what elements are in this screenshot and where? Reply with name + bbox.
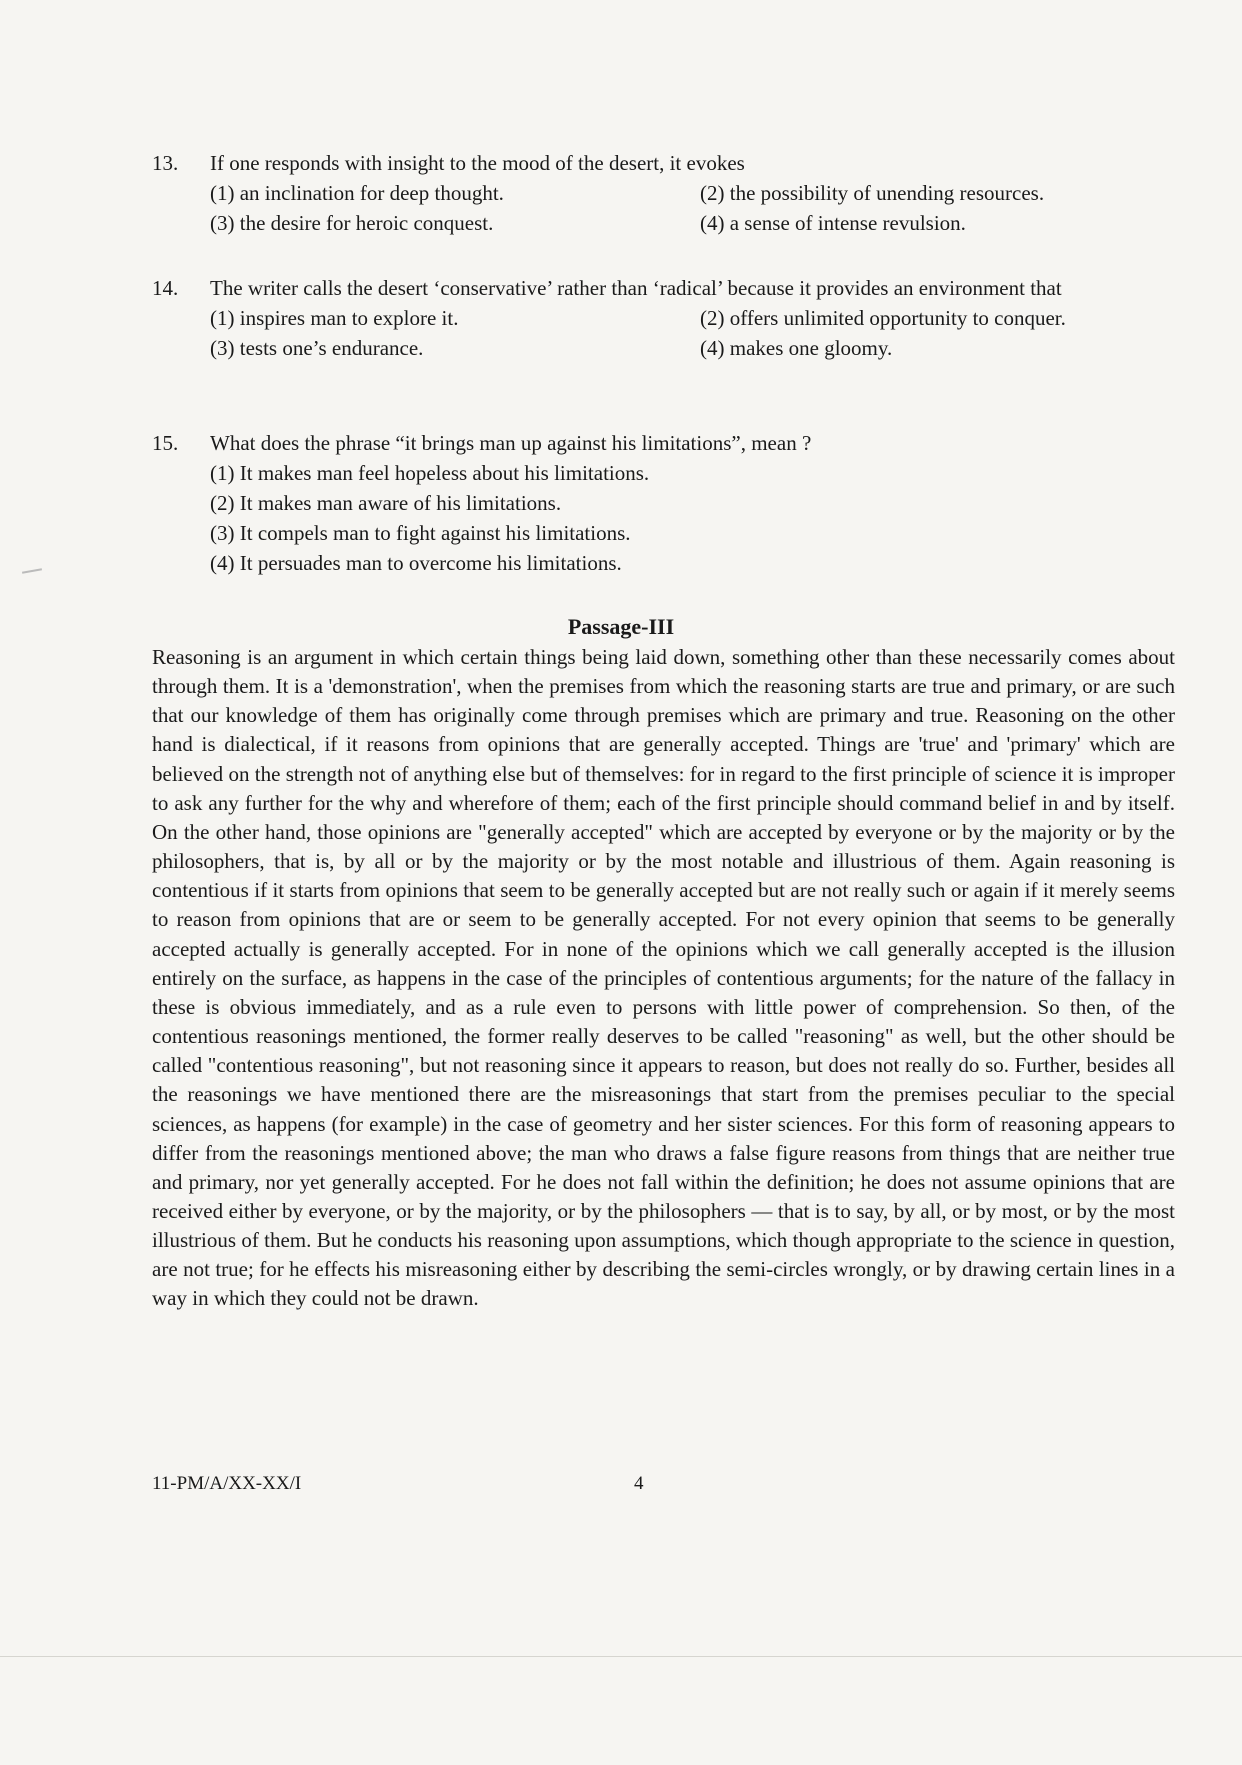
passage-title: Passage-III xyxy=(567,614,675,639)
question-stem: What does the phrase “it brings man up against his limitations”, mean ? xyxy=(210,431,812,455)
option-4: (4) a sense of intense revulsion. xyxy=(700,211,966,235)
question-number: 14. xyxy=(152,276,179,300)
page-number: 4 xyxy=(634,1473,644,1494)
question-stem: The writer calls the desert ‘conservative’ rather than ‘radical’ because it provides an environment that xyxy=(210,276,1062,300)
option-2: (2) It makes man aware of his limitations. xyxy=(210,491,562,515)
option-list xyxy=(210,458,1172,578)
question-13 xyxy=(152,148,1172,238)
option-4: (4) makes one gloomy. xyxy=(700,336,893,360)
option-1: (1) inspires man to explore it. xyxy=(210,306,459,330)
option-list xyxy=(210,178,1172,238)
option-3: (3) the desire for heroic conquest. xyxy=(210,211,494,235)
question-14 xyxy=(152,273,1172,363)
option-4: (4) It persuades man to overcome his limitations. xyxy=(210,551,622,575)
page-divider xyxy=(0,1656,1242,1657)
option-3: (3) It compels man to fight against his limitations. xyxy=(210,521,631,545)
option-3: (3) tests one’s endurance. xyxy=(210,336,424,360)
option-2: (2) the possibility of unending resources. xyxy=(700,181,1045,205)
option-1: (1) It makes man feel hopeless about his limitations. xyxy=(210,461,650,485)
option-2: (2) offers unlimited opportunity to conquer. xyxy=(700,306,1066,330)
question-number: 15. xyxy=(152,431,179,455)
question-stem: If one responds with insight to the mood of the desert, it evokes xyxy=(210,151,745,175)
question-number: 13. xyxy=(152,151,179,175)
passage-text: Reasoning is an argument in which certain things being laid down, something other than these necessarily comes about through them. It is a 'demonstration', when the premises from which the reasoning starts are true and primary, or are such that our knowledge of them has originally come through premises which are primary and true. Reasoning on the other hand is dialectical, if it reasons from opinions that are generally accepted. Things are 'true' and 'primary' which are believed on the strength not of anything else but of themselves: for in regard to the first principle of science it is improper to ask any further for the why and wherefore of them; each of the first principle should command belief in and by itself. On the other hand, those opinions are "generally accepted" which are accepted by everyone or by the majority or by the philosophers, that is, by all or by the majority or by the most notable and illustrious of them. Again reasoning is contentious if it starts from opinions that seem to be generally accepted but are not really such or again if it merely seems to reason from opinions that are or seem to be generally accepted. For not every opinion that seems to be generally accepted actually is generally accepted. For in none of the opinions which we call generally accepted is the illusion entirely on the surface, as happens in the case of the principles of contentious arguments; for the nature of the fallacy in these is obvious immediately, and as a rule even to persons with little power of comprehension. So then, of the contentious reasonings mentioned, the former really deserves to be called "reasoning" as well, but the other should be called "contentious reasoning", but not reasoning since it appears to reason, but does not really do so. Further, besides all the reasonings we have mentioned there are the misreasonings that start from the premises peculiar to the special sciences, as happens (for example) in the case of geometry and her sister sciences. For this form of reasoning appears to differ from the reasonings mentioned above; the man who draws a false figure reasons from things that are neither true and primary, nor yet generally accepted. For he does not fall within the definition; he does not assume opinions that are received either by everyone, or by the majority, or by the philosophers — that is to say, by all, or by most, or by the most illustrious of them. But he conducts his reasoning upon assumptions, which though appropriate to the science in question, are not true; for he effects his misreasoning either by describing the semi-circles wrongly, or by drawing certain lines in a way in which they could not be drawn. xyxy=(152,645,1175,1311)
option-1: (1) an inclination for deep thought. xyxy=(210,181,504,205)
paper-code: 11-PM/A/XX-XX/I xyxy=(152,1473,302,1494)
question-15 xyxy=(152,428,1172,578)
option-list xyxy=(210,303,1172,363)
scan-mark xyxy=(22,568,42,573)
